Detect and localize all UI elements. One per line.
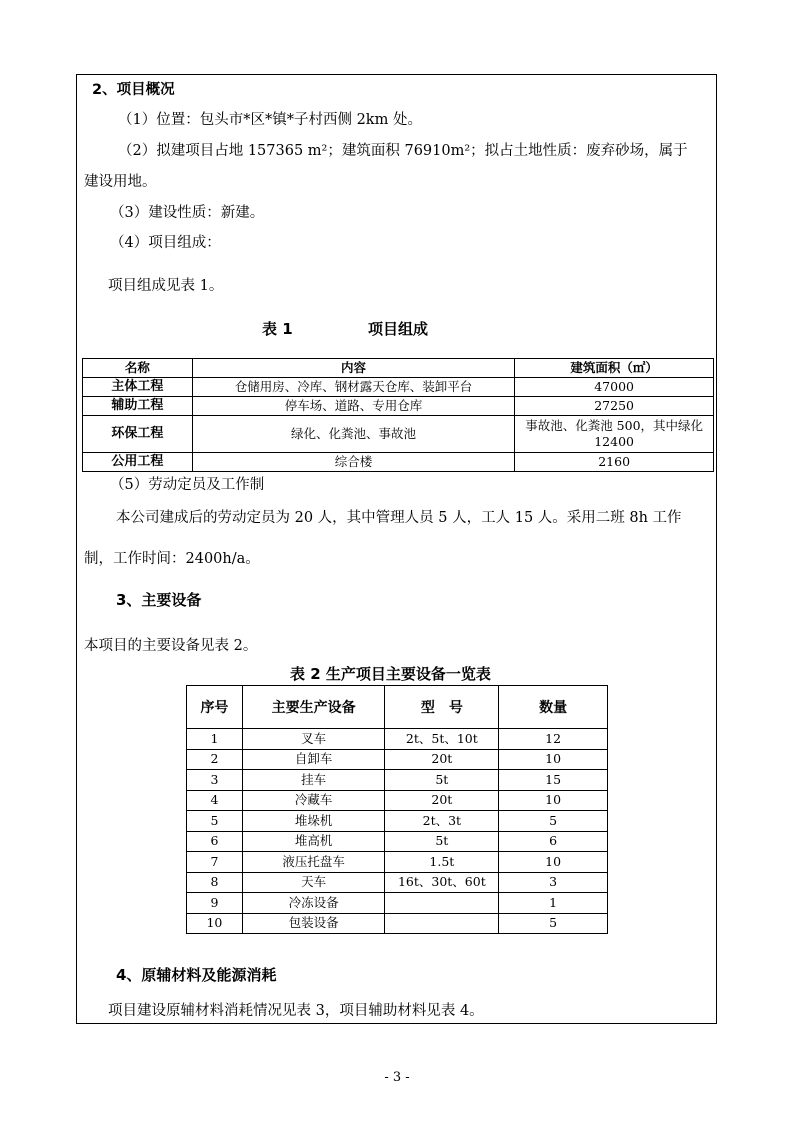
table-header-row — [83, 359, 714, 378]
cell-quantity: 5 — [499, 811, 608, 832]
table-row — [83, 378, 714, 397]
table-row — [187, 913, 608, 934]
cell-equipment: 堆垛机 — [242, 811, 385, 832]
table-row — [187, 872, 608, 893]
row-name: 公用工程 — [83, 453, 193, 472]
table2-caption: 表 2 生产项目主要设备一览表 — [290, 665, 491, 683]
cell-quantity: 6 — [499, 831, 608, 852]
row-area: 2160 — [515, 453, 714, 472]
cell-model: 2t、3t — [385, 811, 499, 832]
cell-model: 5t — [385, 831, 499, 852]
table-row — [83, 416, 714, 453]
row-content: 仓储用房、冷库、钢材露天仓库、装卸平台 — [192, 378, 514, 397]
cell-index: 3 — [187, 770, 243, 791]
cell-equipment: 包装设备 — [242, 913, 385, 934]
cell-index: 2 — [187, 749, 243, 770]
equipment-table — [186, 685, 608, 934]
cell-index: 9 — [187, 893, 243, 914]
section-2-heading: 2、项目概况 — [92, 82, 175, 98]
cell-index: 4 — [187, 790, 243, 811]
table-row — [187, 729, 608, 750]
cell-equipment: 挂车 — [242, 770, 385, 791]
cell-index: 8 — [187, 872, 243, 893]
row-name: 主体工程 — [83, 378, 193, 397]
cell-quantity: 10 — [499, 749, 608, 770]
row-area: 事故池、化粪池 500，其中绿化 12400 — [515, 416, 714, 453]
table-row — [187, 811, 608, 832]
cell-index: 10 — [187, 913, 243, 934]
cell-quantity: 1 — [499, 893, 608, 914]
table-row — [187, 852, 608, 873]
cell-model: 1.5t — [385, 852, 499, 873]
labor-text-line2: 制，工作时间：2400h/a。 — [84, 551, 260, 567]
header-quantity: 数量 — [499, 686, 608, 729]
cell-quantity: 5 — [499, 913, 608, 934]
section-4-heading: 4、原辅材料及能源消耗 — [116, 966, 277, 984]
cell-model: 20t — [385, 749, 499, 770]
table2-reference: 本项目的主要设备见表 2。 — [84, 638, 258, 654]
cell-quantity: 10 — [499, 852, 608, 873]
row-name: 辅助工程 — [83, 397, 193, 416]
labor-heading: （5）劳动定员及工作制 — [110, 477, 265, 493]
cell-quantity: 10 — [499, 790, 608, 811]
table-header-row — [187, 686, 608, 729]
table-row — [187, 770, 608, 791]
cell-equipment: 冷藏车 — [242, 790, 385, 811]
table1-reference: 项目组成见表 1。 — [108, 278, 224, 294]
header-name: 名称 — [83, 359, 193, 378]
cell-index: 5 — [187, 811, 243, 832]
location-text: （1）位置：包头市*区*镇*子村西侧 2km 处。 — [118, 112, 422, 128]
header-index: 序号 — [187, 686, 243, 729]
cell-quantity: 3 — [499, 872, 608, 893]
cell-model: 5t — [385, 770, 499, 791]
cell-model: 20t — [385, 790, 499, 811]
table-row — [83, 453, 714, 472]
row-content: 绿化、化粪池、事故池 — [192, 416, 514, 453]
row-name: 环保工程 — [83, 416, 193, 453]
table-row — [187, 790, 608, 811]
cell-equipment: 堆高机 — [242, 831, 385, 852]
cell-model: 2t、5t、10t — [385, 729, 499, 750]
table-row — [187, 831, 608, 852]
composition-text: （4）项目组成： — [110, 235, 221, 251]
cell-equipment: 液压托盘车 — [242, 852, 385, 873]
table-row — [83, 397, 714, 416]
header-equipment: 主要生产设备 — [242, 686, 385, 729]
row-area: 27250 — [515, 397, 714, 416]
nature-text: （3）建设性质：新建。 — [110, 205, 265, 221]
row-content: 综合楼 — [192, 453, 514, 472]
cell-equipment: 天车 — [242, 872, 385, 893]
section-4-text: 项目建设原辅材料消耗情况见表 3，项目辅助材料见表 4。 — [108, 1003, 484, 1019]
row-area: 47000 — [515, 378, 714, 397]
cell-model — [385, 913, 499, 934]
table-row — [187, 749, 608, 770]
header-area: 建筑面积（㎡） — [515, 359, 714, 378]
cell-quantity: 12 — [499, 729, 608, 750]
table1-caption-title: 项目组成 — [368, 320, 429, 338]
cell-quantity: 15 — [499, 770, 608, 791]
cell-model — [385, 893, 499, 914]
table-row — [187, 893, 608, 914]
area-text-line1: （2）拟建项目占地 157365 m²；建筑面积 76910m²；拟占土地性质：废弃砂场，属于 — [118, 143, 688, 159]
section-3-heading: 3、主要设备 — [116, 591, 202, 609]
project-composition-table — [82, 358, 714, 472]
cell-index: 7 — [187, 852, 243, 873]
header-content: 内容 — [192, 359, 514, 378]
area-text-line2: 建设用地。 — [84, 174, 157, 190]
row-content: 停车场、道路、专用仓库 — [192, 397, 514, 416]
labor-text-line1: 本公司建成后的劳动定员为 20 人，其中管理人员 5 人，工人 15 人。采用二班 8h 工作 — [116, 510, 682, 526]
cell-equipment: 自卸车 — [242, 749, 385, 770]
cell-index: 6 — [187, 831, 243, 852]
cell-equipment: 冷冻设备 — [242, 893, 385, 914]
cell-model: 16t、30t、60t — [385, 872, 499, 893]
page-number: - 3 - — [384, 1070, 410, 1085]
header-model: 型 号 — [385, 686, 499, 729]
table1-caption-number: 表 1 — [262, 320, 293, 338]
cell-index: 1 — [187, 729, 243, 750]
cell-equipment: 叉车 — [242, 729, 385, 750]
